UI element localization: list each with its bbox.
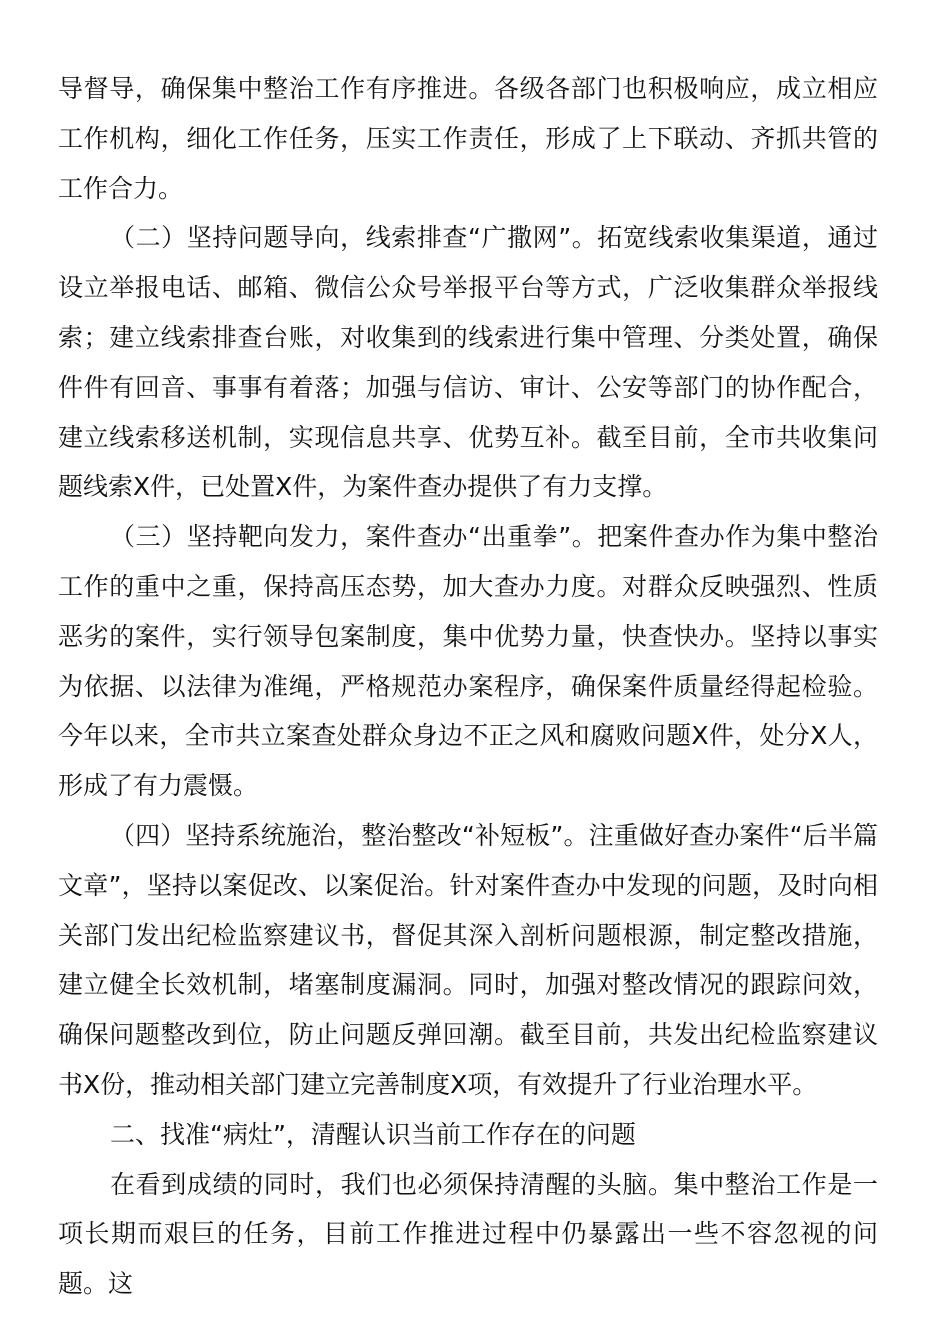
paragraph-section-2: （二）坚持问题导向，线索排查“广撒网”。拓宽线索收集渠道，通过设立举报电话、邮箱、微信公众号举报平台等方式，广泛收集群众举报线索；建立线索排查台账，对收集到的线索进行集中管理、分类处置，确保件件有回音、事事有着落；加强与信访、审计、公安等部门的协作配合，建立线索移送机制，实现信息共享、优势互补。截至目前，全市共收集问题线索X件，已处置X件，为案件查办提供了有力支撑。: [58, 223, 878, 502]
section-heading-2: 二、找准“病灶”，清醒认识当前工作存在的问题: [110, 1119, 636, 1149]
paragraph-section-3: （三）坚持靶向发力，案件查办“出重拳”。把案件查办作为集中整治工作的重中之重，保持高压态势，加大查办力度。对群众反映强烈、性质恶劣的案件，实行领导包案制度，集中优势力量，快查快办。坚持以事实为依据、以法律为准绳，严格规范办案程序，确保案件质量经得起检验。今年以来，全市共立案查处群众身边不正之风和腐败问题X件，处分X人，形成了有力震慑。: [58, 522, 878, 801]
document-body: [58, 64, 878, 1309]
paragraph-closing: 在看到成绩的同时，我们也必须保持清醒的头脑。集中整治工作是一项长期而艰巨的任务，目前工作推进过程中仍暴露出一些不容忽视的问题。这: [58, 1169, 878, 1299]
paragraph-continuation: 导督导，确保集中整治工作有序推进。各级各部门也积极响应，成立相应工作机构，细化工作任务，压实工作责任，形成了上下联动、齐抓共管的工作合力。: [58, 74, 878, 203]
paragraph-section-4: （四）坚持系统施治，整治整改“补短板”。注重做好查办案件“后半篇文章”，坚持以案促改、以案促治。针对案件查办中发现的问题，及时向相关部门发出纪检监察建议书，督促其深入剖析问题根源，制定整改措施，建立健全长效机制，堵塞制度漏洞。同时，加强对整改情况的跟踪问效，确保问题整改到位，防止问题反弹回潮。截至目前，共发出纪检监察建议书X份，推动相关部门建立完善制度X项，有效提升了行业治理水平。: [58, 820, 878, 1099]
